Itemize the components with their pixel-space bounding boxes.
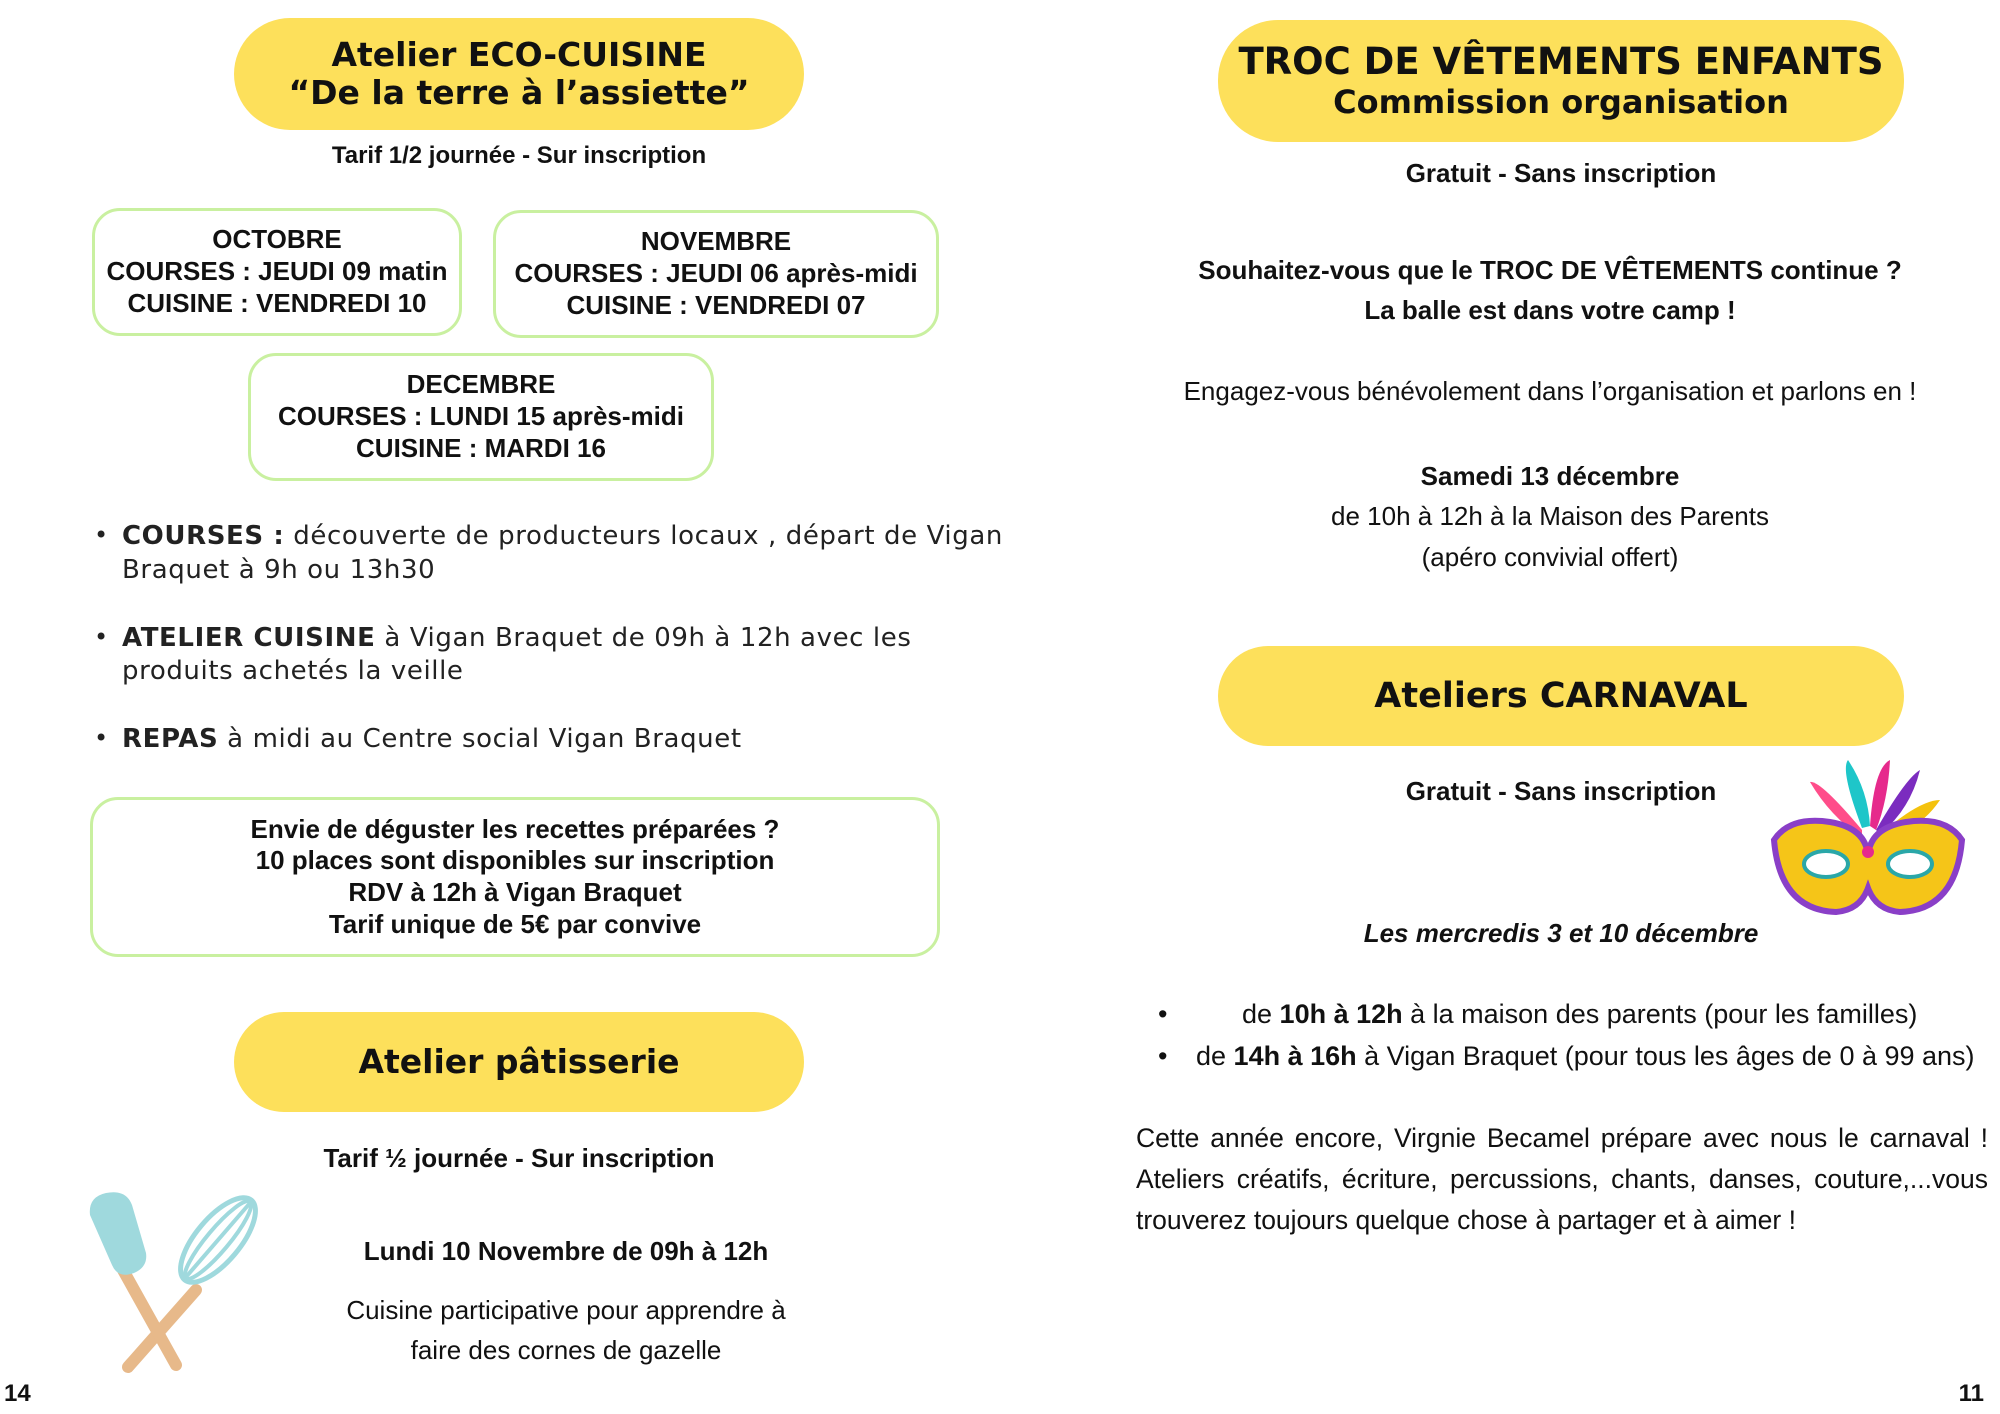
page-number-right: 11: [1958, 1380, 1984, 1407]
troc-extra: (apéro convivial offert): [1421, 541, 1679, 572]
patisserie-tarif: Tarif ½ journée - Sur inscription: [323, 1143, 715, 1173]
troc-engage: Engagez-vous bénévolement dans l’organisation et parlons en !: [1183, 376, 1917, 406]
carnaval-title: Ateliers CARNAVAL: [1374, 675, 1748, 716]
bullet-courses: • COURSES : découverte de producteurs locaux , départ de Vigan Braquet à 9h ou 13h30: [94, 520, 1014, 588]
carnaval-tarif: Gratuit - Sans inscription: [1405, 776, 1717, 806]
troc-time-place: de 10h à 12h à la Maison des Parents: [1331, 501, 1769, 532]
eco-cuisine-title-pill: [234, 18, 804, 130]
bullet-repas: • REPAS à midi au Centre social Vigan Braquet: [94, 723, 1014, 757]
patisserie-date: Lundi 10 Novembre de 09h à 12h: [363, 1236, 769, 1266]
month-label: OCTOBRE: [212, 224, 342, 255]
carnival-mask-icon: [1770, 760, 1966, 920]
troc-tarif: Gratuit - Sans inscription: [1405, 158, 1717, 188]
month-box-december: [248, 353, 714, 481]
session-morning: • de 10h à 12h à la maison des parents (pour les familles): [1196, 994, 1996, 1036]
cuisine-date: CUISINE : VENDREDI 10: [127, 287, 427, 318]
troc-date: Samedi 13 décembre: [1420, 461, 1680, 491]
troc-event-info: [1100, 456, 2000, 577]
troc-question: Souhaitez-vous que le TROC DE VÊTEMENTS continue ? La balle est dans votre camp !: [1198, 255, 1902, 326]
carnaval-sessions: [1196, 994, 1996, 1078]
eco-cuisine-title: Atelier ECO-CUISINE: [331, 35, 707, 75]
month-label: DECEMBRE: [406, 369, 556, 400]
patisserie-title-pill: [234, 1012, 804, 1112]
month-box-october: [92, 208, 462, 336]
eco-cuisine-bullets: [94, 520, 1014, 791]
bullet-atelier-cuisine: • ATELIER CUISINE à Vigan Braquet de 09h à 12h avec les produits achetés la veille: [94, 622, 1014, 690]
cuisine-date: CUISINE : VENDREDI 07: [566, 289, 866, 320]
tasting-info-box: Envie de déguster les recettes préparées ? 10 places sont disponibles sur inscription RDV à 12h à Vigan Braquet Tarif unique de 5€ par convive: [90, 797, 940, 957]
month-label: NOVEMBRE: [640, 226, 792, 257]
eco-cuisine-subtitle: “De la terre à l’assiette”: [288, 73, 750, 112]
courses-date: COURSES : LUNDI 15 après-midi: [278, 401, 684, 432]
eco-cuisine-tarif: Tarif 1/2 journée - Sur inscription: [331, 142, 707, 169]
patisserie-description: Cuisine participative pour apprendre à faire des cornes de gazelle: [346, 1295, 786, 1366]
patisserie-title: Atelier pâtisserie: [358, 1042, 680, 1082]
session-afternoon: • de 14h à 16h à Vigan Braquet (pour tous les âges de 0 à 99 ans): [1196, 1036, 1996, 1078]
cuisine-date: CUISINE : MARDI 16: [356, 432, 606, 463]
carnaval-dates: Les mercredis 3 et 10 décembre: [1363, 918, 1759, 948]
page-number-left: 14: [4, 1380, 31, 1407]
troc-title-pill: [1218, 20, 1904, 142]
carnaval-title-pill: [1218, 646, 1904, 746]
troc-subtitle: Commission organisation: [1333, 82, 1789, 121]
baking-utensils-icon: [88, 1185, 258, 1375]
courses-date: COURSES : JEUDI 09 matin: [106, 256, 448, 287]
month-box-november: [493, 210, 939, 338]
carnaval-paragraph: Cette année encore, Virgnie Becamel prépare avec nous le carnaval ! Ateliers créatifs, écriture, percussions, chants, danses, couture,...vous trouverez toujours quelque chose à partager et à aimer !: [1136, 1123, 1988, 1236]
courses-date: COURSES : JEUDI 06 après-midi: [514, 258, 918, 289]
troc-title: TROC DE VÊTEMENTS ENFANTS: [1238, 40, 1884, 84]
